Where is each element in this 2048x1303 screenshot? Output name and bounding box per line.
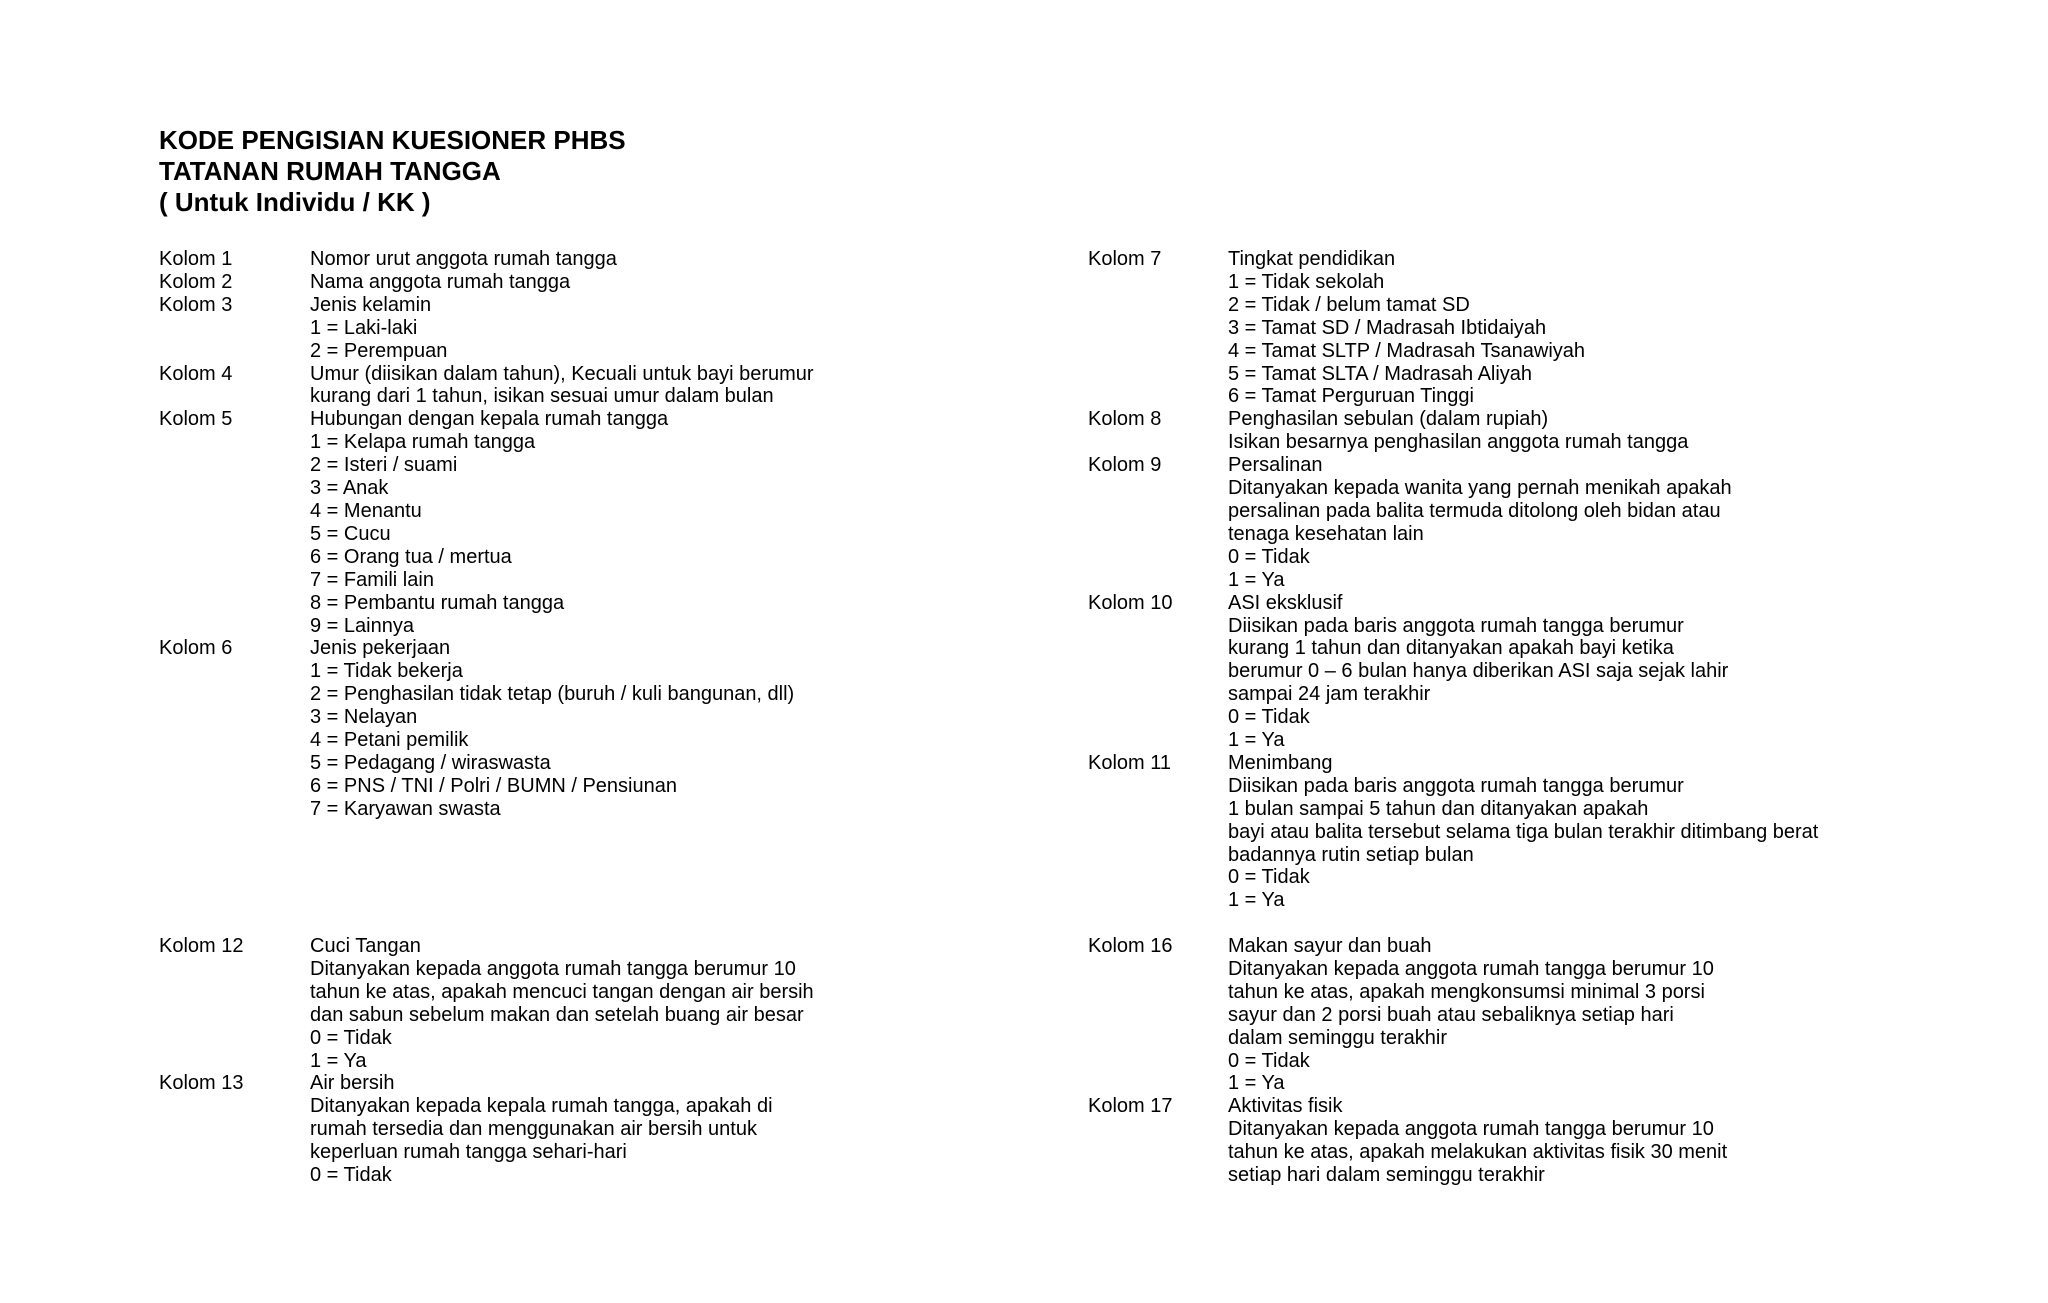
- description-line: 1 = Kelapa rumah tangga: [310, 431, 536, 454]
- description-line: 1 = Tidak bekerja: [310, 660, 463, 683]
- description-line: 2 = Isteri / suami: [310, 454, 458, 477]
- description-line: 6 = PNS / TNI / Polri / BUMN / Pensiunan: [310, 774, 677, 797]
- description-line: Isikan besarnya penghasilan anggota rumah tangga: [1228, 431, 1689, 454]
- kolom-label: Kolom 12: [159, 935, 244, 957]
- description-line: Ditanyakan kepada anggota rumah tangga berumur 10: [1228, 957, 1714, 980]
- kolom-description: [1228, 752, 1818, 912]
- description-line: rumah tersedia dan menggunakan air bersih untuk: [310, 1118, 757, 1141]
- kolom-description: [310, 363, 814, 409]
- description-line: Ditanyakan kepada anggota rumah tangga berumur 10: [1228, 1118, 1714, 1141]
- description-line: 1 = Ya: [1228, 729, 1285, 752]
- description-line: tahun ke atas, apakah mengkonsumsi minimal 3 porsi: [1228, 980, 1705, 1003]
- description-line: Ditanyakan kepada wanita yang pernah menikah apakah: [1228, 477, 1732, 500]
- kolom-description: [1228, 592, 1728, 752]
- description-line: 1 = Tidak sekolah: [1228, 270, 1385, 293]
- description-line: Diisikan pada baris anggota rumah tangga berumur: [1228, 774, 1684, 797]
- description-line: 1 = Ya: [310, 1049, 367, 1072]
- kolom-description: [310, 935, 814, 1072]
- description-line: 0 = Tidak: [310, 1164, 392, 1187]
- kolom-description: [1228, 935, 1714, 1095]
- description-line: Makan sayur dan buah: [1228, 935, 1432, 957]
- kolom-description: [310, 248, 617, 271]
- kolom-entry: [159, 363, 814, 409]
- description-line: bayi atau balita tersebut selama tiga bulan terakhir ditimbang berat: [1228, 820, 1819, 843]
- kolom-entry: [159, 294, 814, 363]
- description-line: 2 = Perempuan: [310, 339, 448, 362]
- kolom-entry: [159, 637, 814, 820]
- description-line: Umur (diisikan dalam tahun), Kecuali untuk bayi berumur: [310, 362, 814, 385]
- kolom-entry: [1088, 454, 1818, 591]
- description-line: ASI eksklusif: [1228, 591, 1343, 614]
- description-line: 1 bulan sampai 5 tahun dan ditanyakan apakah: [1228, 797, 1649, 820]
- kolom-entry: [1088, 752, 1818, 912]
- description-line: Menimbang: [1228, 751, 1333, 774]
- kolom-entry: [159, 248, 814, 271]
- description-line: Penghasilan sebulan (dalam rupiah): [1228, 408, 1549, 431]
- kolom-description: [1228, 454, 1732, 591]
- description-line: Air bersih: [310, 1072, 395, 1095]
- kolom-entry: [159, 1072, 814, 1187]
- description-line: sampai 24 jam terakhir: [1228, 683, 1431, 706]
- description-line: 7 = Famili lain: [310, 568, 434, 591]
- description-line: 5 = Tamat SLTA / Madrasah Aliyah: [1228, 362, 1533, 385]
- kolom-entry: [1088, 1095, 1727, 1187]
- kolom-label: Kolom 9: [1088, 454, 1162, 477]
- description-line: kurang 1 tahun dan ditanyakan apakah bayi ketika: [1228, 637, 1674, 660]
- description-line: 0 = Tidak: [1228, 706, 1310, 729]
- description-line: 0 = Tidak: [1228, 1049, 1310, 1072]
- kolom-label: Kolom 2: [159, 270, 233, 293]
- kolom-entry: [1088, 248, 1818, 408]
- description-line: 1 = Laki-laki: [310, 316, 418, 339]
- description-line: 8 = Pembantu rumah tangga: [310, 591, 565, 614]
- description-line: 3 = Nelayan: [310, 706, 418, 729]
- description-line: 5 = Cucu: [310, 522, 391, 545]
- description-line: sayur dan 2 porsi buah atau sebaliknya setiap hari: [1228, 1003, 1674, 1026]
- description-line: 5 = Pedagang / wiraswasta: [310, 751, 551, 774]
- kolom-entry: [1088, 408, 1818, 454]
- description-line: 7 = Karyawan swasta: [310, 797, 501, 820]
- description-line: 0 = Tidak: [1228, 866, 1310, 889]
- columns-bottom-left: [159, 935, 814, 1187]
- description-line: Jenis kelamin: [310, 293, 432, 316]
- description-line: Jenis pekerjaan: [310, 637, 451, 660]
- kolom-entry: [1088, 935, 1727, 1095]
- description-line: 1 = Ya: [1228, 568, 1285, 591]
- kolom-label: Kolom 17: [1088, 1095, 1173, 1118]
- kolom-entry: [159, 935, 814, 1072]
- kolom-label: Kolom 1: [159, 248, 233, 270]
- kolom-description: [1228, 1095, 1727, 1187]
- description-line: setiap hari dalam seminggu terakhir: [1228, 1164, 1545, 1187]
- description-line: Ditanyakan kepada kepala rumah tangga, apakah di: [310, 1095, 773, 1118]
- description-line: Nama anggota rumah tangga: [310, 270, 571, 293]
- description-line: Tingkat pendidikan: [1228, 248, 1396, 270]
- description-line: badannya rutin setiap bulan: [1228, 843, 1474, 866]
- kolom-label: Kolom 3: [159, 293, 233, 316]
- description-line: Hubungan dengan kepala rumah tangga: [310, 408, 669, 431]
- kolom-entry: [159, 271, 814, 294]
- columns-top-right: [1088, 248, 1818, 912]
- description-line: 6 = Tamat Perguruan Tinggi: [1228, 385, 1474, 408]
- title-line-3: ( Untuk Individu / KK ): [159, 187, 431, 217]
- description-line: 0 = Tidak: [310, 1026, 392, 1049]
- description-line: 3 = Anak: [310, 477, 389, 500]
- kolom-description: [310, 408, 668, 637]
- description-line: 0 = Tidak: [1228, 545, 1310, 568]
- kolom-description: [1228, 408, 1688, 454]
- description-line: dan sabun sebelum makan dan setelah buang air besar: [310, 1003, 804, 1026]
- kolom-entry: [1088, 592, 1818, 752]
- columns-bottom-right: [1088, 935, 1727, 1187]
- description-line: 3 = Tamat SD / Madrasah Ibtidaiyah: [1228, 316, 1547, 339]
- title-line-1: KODE PENGISIAN KUESIONER PHBS: [159, 125, 626, 155]
- kolom-label: Kolom 16: [1088, 935, 1173, 957]
- description-line: 1 = Ya: [1228, 1072, 1285, 1095]
- kolom-label: Kolom 13: [159, 1072, 244, 1095]
- description-line: 4 = Tamat SLTP / Madrasah Tsanawiyah: [1228, 339, 1586, 362]
- description-line: 2 = Tidak / belum tamat SD: [1228, 293, 1470, 316]
- kolom-description: [1228, 248, 1585, 408]
- kolom-label: Kolom 7: [1088, 248, 1162, 270]
- title-line-2: TATANAN RUMAH TANGGA: [159, 156, 501, 186]
- kolom-label: Kolom 10: [1088, 591, 1173, 614]
- kolom-label: Kolom 6: [159, 637, 233, 660]
- kolom-label: Kolom 8: [1088, 408, 1162, 431]
- columns-top-left: [159, 248, 814, 821]
- description-line: 4 = Petani pemilik: [310, 729, 469, 752]
- description-line: Ditanyakan kepada anggota rumah tangga berumur 10: [310, 957, 796, 980]
- description-line: kurang dari 1 tahun, isikan sesuai umur dalam bulan: [310, 385, 774, 408]
- kolom-description: [310, 1072, 773, 1187]
- kolom-label: Kolom 11: [1088, 751, 1172, 774]
- description-line: tahun ke atas, apakah melakukan aktivitas fisik 30 menit: [1228, 1141, 1728, 1164]
- description-line: persalinan pada balita termuda ditolong oleh bidan atau: [1228, 499, 1721, 522]
- kolom-entry: [159, 408, 814, 637]
- description-line: 6 = Orang tua / mertua: [310, 545, 512, 568]
- kolom-description: [310, 637, 794, 820]
- description-line: tahun ke atas, apakah mencuci tangan dengan air bersih: [310, 980, 814, 1003]
- document-title: [159, 125, 626, 218]
- description-line: Nomor urut anggota rumah tangga: [310, 248, 617, 270]
- description-line: 1 = Ya: [1228, 889, 1285, 912]
- description-line: 9 = Lainnya: [310, 614, 414, 637]
- description-line: Aktivitas fisik: [1228, 1095, 1343, 1118]
- description-line: Persalinan: [1228, 454, 1323, 477]
- kolom-description: [310, 294, 447, 363]
- description-line: Diisikan pada baris anggota rumah tangga berumur: [1228, 614, 1684, 637]
- description-line: 2 = Penghasilan tidak tetap (buruh / kuli bangunan, dll): [310, 683, 795, 706]
- kolom-label: Kolom 4: [159, 362, 233, 385]
- kolom-label: Kolom 5: [159, 408, 233, 431]
- kolom-description: [310, 271, 570, 294]
- description-line: keperluan rumah tangga sehari-hari: [310, 1141, 627, 1164]
- description-line: berumur 0 – 6 bulan hanya diberikan ASI saja sejak lahir: [1228, 660, 1729, 683]
- description-line: tenaga kesehatan lain: [1228, 522, 1424, 545]
- description-line: Cuci Tangan: [310, 935, 421, 957]
- description-line: dalam seminggu terakhir: [1228, 1026, 1447, 1049]
- description-line: 4 = Menantu: [310, 499, 422, 522]
